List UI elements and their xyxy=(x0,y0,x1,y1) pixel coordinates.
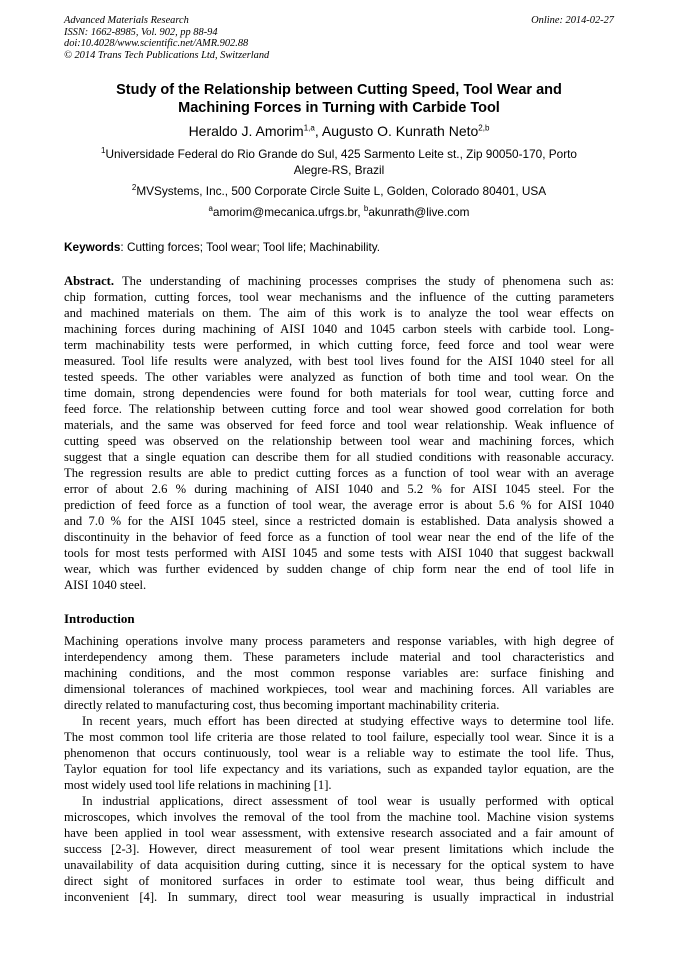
abstract-body xyxy=(64,289,614,593)
abstract-line: wear, which was further evidenced by sudden change of chip form near the end of tool life in xyxy=(64,562,614,576)
online-date: Online: 2014-02-27 xyxy=(531,15,614,26)
abstract-line: The regression results are able to predict cutting forces as a function of tool wear with an average xyxy=(64,466,614,480)
title-line: Machining Forces in Turning with Carbide Tool xyxy=(178,100,500,116)
affiliation-mark: 2 xyxy=(131,183,137,193)
abstract-line: suggest that a single equation can describe them for all studied conditions with reasonable accuracy. xyxy=(64,450,614,464)
author-emails xyxy=(64,204,614,220)
author-name: Augusto O. Kunrath Neto xyxy=(321,123,479,139)
abstract-line: machining forces during machining of AISI 1040 and 1045 carbon steels with carbide tool. Long- xyxy=(64,322,614,336)
title-line: Study of the Relationship between Cutting Speed, Tool Wear and xyxy=(116,82,562,98)
abstract xyxy=(64,273,614,593)
abstract-line: measured. Tool life results were analyzed, with best tool lives found for the AISI 1040 steel for all xyxy=(64,354,614,368)
paragraph-line: inconvenient [4]. In summary, direct tool wear measuring is usually impractical in industrial xyxy=(64,890,614,904)
email-mark: a xyxy=(208,204,213,214)
journal-issn: ISSN: 1662-8985, Vol. 902, pp 88-94 xyxy=(64,26,218,38)
paragraph-line: In recent years, much effort has been directed at studying effective ways to determine tool life. xyxy=(82,714,614,728)
paragraph-line: dimensional tolerances of machined workpieces, tool wear and machining forces. All variables are xyxy=(64,682,614,696)
abstract-line: chip formation, cutting forces, tool wear mechanisms and the influence of the cutting parameters xyxy=(64,290,614,304)
paragraph-line: In industrial applications, direct assessment of tool wear is usually performed with optical xyxy=(82,794,614,808)
affiliation-2 xyxy=(64,183,614,199)
paragraph-line: directly related to manufacturing cost, thus becoming important machinability criteria. xyxy=(64,698,500,712)
abstract-line: materials, and the same was observed for feed force and tool wear relationship. Weak influence of xyxy=(64,418,614,432)
affiliation-1 xyxy=(64,146,614,178)
abstract-label: Abstract. xyxy=(64,274,115,288)
paragraph-line: Machining operations involve many process parameters and response variables, with high degree of xyxy=(64,634,614,648)
abstract-line: Abstract. The understanding of machining processes comprises the study of phenomena such as: xyxy=(64,274,614,288)
paragraph-line: most widely used tool life relations in machining [1]. xyxy=(64,778,332,792)
paragraph-line: direct sight of monitored surfaces in order to estimate tool wear, thus being difficult and xyxy=(64,874,614,888)
author-separator: , xyxy=(314,123,322,139)
keywords-text: : Cutting forces; Tool wear; Tool life; Machinability. xyxy=(120,240,381,254)
email-mark: b xyxy=(363,204,369,214)
author-affiliation-mark: 2,b xyxy=(478,123,490,133)
keywords xyxy=(64,240,380,255)
abstract-line: error of about 2.6 % during machining of AISI 1040 and 5.2 % for AISI 1045 steel. For the xyxy=(64,482,614,496)
affiliation-text: MVSystems, Inc., 500 Corporate Circle Suite L, Golden, Colorado 80401, USA xyxy=(136,184,547,198)
abstract-line: AISI 1040 steel. xyxy=(64,578,147,592)
author-affiliation-mark: 1,a xyxy=(303,123,315,133)
author-list xyxy=(64,122,614,140)
journal-name: Advanced Materials Research xyxy=(64,15,189,26)
email-separator: , xyxy=(357,205,364,219)
author-name: Heraldo J. Amorim xyxy=(188,123,304,139)
introduction-body xyxy=(64,633,614,905)
paragraph-line: have been applied in tool wear assessment, with extensive research associated and a fair amount of xyxy=(64,826,614,840)
abstract-line: prediction of feed force as a function of tool wear, the average error is about 5.6 % for AISI 1040 xyxy=(64,498,614,512)
affiliation-text: Universidade Federal do Rio Grande do Sul, 425 Sarmento Leite st., Zip 90050-170, Porto xyxy=(105,147,577,161)
abstract-line: tools for most tests performed with AISI 1045 and some tests with AISI 1040 that suggest backwall xyxy=(64,546,614,560)
abstract-line: tested speeds. The other variables were analyzed as function of both time and tool wear. On the xyxy=(64,370,614,384)
section-heading-introduction: Introduction xyxy=(64,611,135,626)
paper-title xyxy=(64,81,614,117)
email-link[interactable]: amorim@mecanica.ufrgs.br xyxy=(212,205,358,219)
paragraph-line: success [2-3]. However, direct measurement of tool wear present limitations which include the xyxy=(64,842,614,856)
abstract-line: and machined materials on them. The aim of this work is to analyze the tool wear effects on xyxy=(64,306,614,320)
paragraph-line: microscopes, which involves the removal of the tool from the machine tool. Machine vision systems xyxy=(64,810,614,824)
affiliation-mark: 1 xyxy=(101,146,106,156)
paragraph-line: phenomenon that occurs continuously, tool wear is a reliable way to estimate the tool life. Thus, xyxy=(64,746,614,760)
journal-doi: doi:10.4028/www.scientific.net/AMR.902.88 xyxy=(64,38,249,50)
journal-copyright: © 2014 Trans Tech Publications Ltd, Switzerland xyxy=(64,49,270,61)
email-link[interactable]: akunrath@live.com xyxy=(368,205,470,219)
keywords-label: Keywords xyxy=(64,240,121,254)
affiliation-text: Alegre-RS, Brazil xyxy=(293,163,385,177)
abstract-line: time domain, strong dependencies were found for both materials for tool wear, cutting force and xyxy=(64,386,614,400)
paragraph-line: Taylor equation for tool life expectancy and its variations, such as expanded taylor equation, are the xyxy=(64,762,614,776)
abstract-line: cutting speed was observed on the relationship between tool wear and machining forces, which xyxy=(64,434,614,448)
abstract-line: and 7.0 % for the AISI 1045 steel, since a restricted domain is established. Data analysis showed a xyxy=(64,514,614,528)
paragraph-line: The most common tool life criteria are those related to tool failure, especially tool wear. Since it is a xyxy=(64,730,614,744)
paragraph-line: interdependency among them. These parameters include material and tool characteristics and xyxy=(64,650,614,664)
paragraph-line: machining conditions, and the most common response variables are: surface finishing and xyxy=(64,666,614,680)
abstract-line: term machinability tests were performed, in which cutting force, feed force and tool wear were xyxy=(64,338,614,352)
abstract-line: discontinuity in the behavior of feed force as a function of tool wear near the end of the life of the xyxy=(64,530,614,544)
abstract-line: feed force. The relationship between cutting force and tool wear showed good correlation for both xyxy=(64,402,614,416)
journal-header xyxy=(64,15,269,61)
paragraph-line: unavailability of data acquisition during cutting, since it is necessary for the optical system to have xyxy=(64,858,614,872)
